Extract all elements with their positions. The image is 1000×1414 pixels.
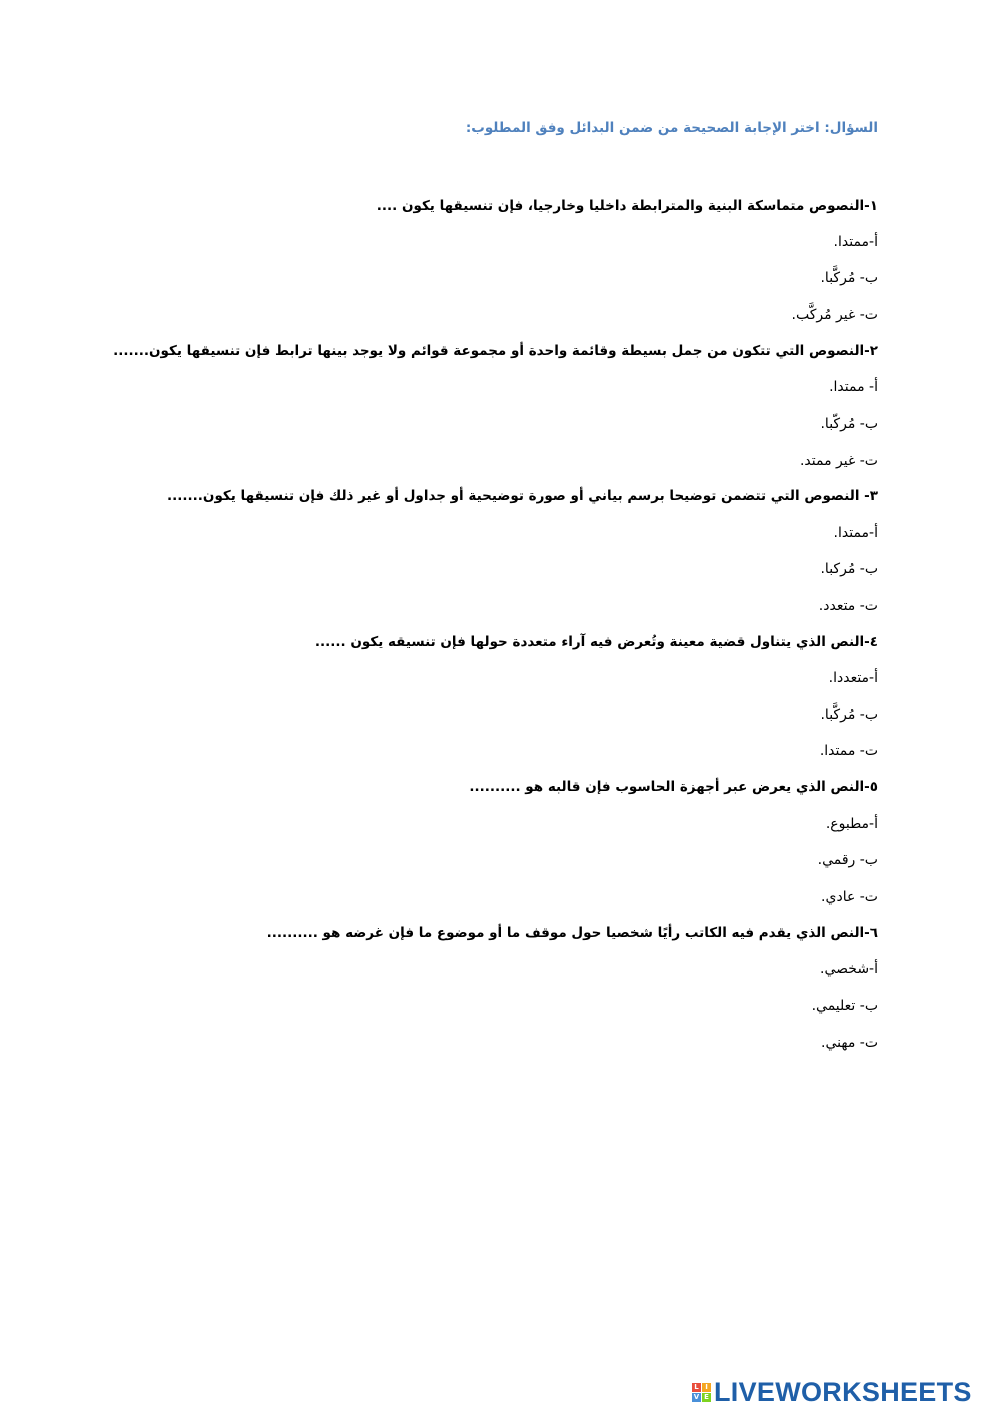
liveworksheets-logo[interactable] bbox=[692, 1377, 972, 1407]
question-2-option-a[interactable]: أ- ممتدا. bbox=[829, 379, 878, 395]
question-1: ١-النصوص متماسكة البنية والمترابطة داخليا وخارجيا، فإن تنسيقها يكون .... bbox=[376, 198, 878, 214]
question-2-option-b[interactable]: ب- مُركّبا. bbox=[820, 416, 878, 432]
question-3-option-b[interactable]: ب- مُركبا. bbox=[820, 561, 878, 577]
logo-mark-letter: V bbox=[693, 1392, 700, 1401]
question-4-option-c[interactable]: ت- ممتدا. bbox=[819, 743, 878, 759]
question-1-option-b[interactable]: ب- مُركَّبا. bbox=[820, 270, 878, 286]
logo-mark-letter: L bbox=[692, 1383, 701, 1392]
question-6-option-b[interactable]: ب- تعليمي. bbox=[811, 998, 878, 1014]
question-5-option-b[interactable]: ب- رقمي. bbox=[817, 852, 878, 868]
question-6-option-a[interactable]: أ-شخصي. bbox=[820, 961, 878, 977]
question-3: ٣- النصوص التي تتضمن توضيحا برسم بياني أو صورة توضيحية أو جداول أو غير ذلك فإن تنسيقها يكون....... bbox=[167, 488, 878, 504]
question-2: ٢-النصوص التي تتكون من جمل بسيطة وقائمة واحدة أو مجموعة قوائم ولا يوجد بينها ترابط فإن تنسيقها يكون....... bbox=[113, 343, 878, 359]
question-4: ٤-النص الذي يتناول قضية معينة وتُعرض فيه آراء متعددة حولها فإن تنسيقه يكون ...... bbox=[314, 634, 878, 650]
question-3-option-a[interactable]: أ-ممتدا. bbox=[833, 525, 878, 541]
question-4-option-a[interactable]: أ-متعددا. bbox=[828, 670, 878, 686]
question-2-option-c[interactable]: ت- غير ممتد. bbox=[799, 453, 878, 469]
instruction-heading: السؤال: اختر الإجابة الصحيحة من ضمن البدائل وفق المطلوب: bbox=[465, 120, 878, 136]
question-4-option-b[interactable]: ب- مُركَّبا. bbox=[820, 707, 878, 723]
question-5: ٥-النص الذي يعرض عبر أجهزة الحاسوب فإن قالبه هو .......... bbox=[469, 779, 878, 795]
logo-wordmark: LIVEWORKSHEETS bbox=[714, 1377, 972, 1407]
question-1-option-c[interactable]: ت- غير مُركَّب. bbox=[791, 307, 878, 323]
question-3-option-c[interactable]: ت- متعدد. bbox=[818, 598, 878, 614]
question-6: ٦-النص الذي يقدم فيه الكاتب رأيًا شخصيا حول موقف ما أو موضوع ما فإن غرضه هو .......... bbox=[266, 925, 878, 941]
question-1-option-a[interactable]: أ-ممتدا. bbox=[833, 234, 878, 250]
question-6-option-c[interactable]: ت- مهني. bbox=[821, 1035, 878, 1051]
liveworksheets-mark-icon bbox=[692, 1383, 711, 1402]
question-5-option-a[interactable]: أ-مطبوع. bbox=[825, 816, 878, 832]
logo-mark-letter: E bbox=[702, 1393, 711, 1402]
logo-mark-letter: I bbox=[702, 1383, 711, 1392]
question-5-option-c[interactable]: ت- عادي. bbox=[821, 889, 878, 905]
